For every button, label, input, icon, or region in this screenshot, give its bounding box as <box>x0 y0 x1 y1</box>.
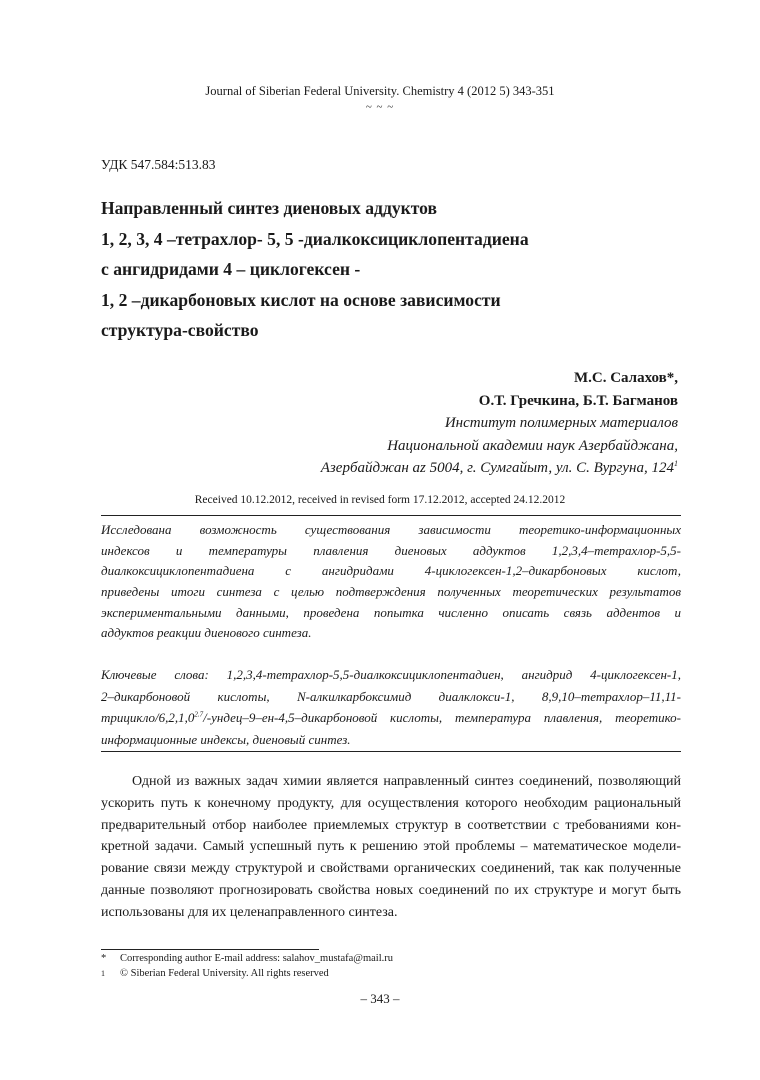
title-line: Направленный синтез диеновых аддуктов <box>101 198 438 218</box>
title-line: структура-свойство <box>101 320 259 340</box>
title-line: 1, 2, 3, 4 –тетрахлор- 5, 5 -диалкоксициклопентадиена <box>101 228 529 249</box>
keywords-line3-start: трицикло/6,2,1,0 <box>101 710 195 726</box>
abstract-line: экспериментальными данными, проведена попытка численно описать связь аддентов и <box>101 604 681 620</box>
footnote-mark: * <box>101 953 107 964</box>
page-number: – 343 – <box>360 991 400 1006</box>
abstract-line: Исследована возможность существования зависимости теоретико-информационных <box>101 522 681 537</box>
author-block <box>321 367 678 480</box>
body-paragraph <box>101 771 681 924</box>
footnote <box>101 952 501 967</box>
keywords-line <box>101 707 681 729</box>
article-title <box>101 193 701 346</box>
author-line-1: М.С. Салахов*, <box>573 370 678 386</box>
abstract-top-rule <box>101 515 681 516</box>
title-line: 1, 2 –дикарбоновых кислот на основе зависимости <box>101 289 501 310</box>
footnote-rule <box>101 949 319 950</box>
author-line-2: О.Т. Гречкина, Б.Т. Багманов <box>478 392 678 409</box>
received-dates: Received 10.12.2012, received in revised form 17.12.2012, accepted 24.12.2012 <box>194 494 566 506</box>
affiliation-line-1: Институт полимерных материалов <box>444 415 678 431</box>
footnotes <box>101 952 501 981</box>
journal-header: Journal of Siberian Federal University. Chemistry 4 (2012 5) 343-351 <box>205 84 555 98</box>
keywords-superscript: 2.7 <box>194 710 204 719</box>
title-line: с ангидридами 4 – циклогексен - <box>101 259 361 279</box>
affiliation-line-2: Национальной академии наук Азербайджана, <box>387 437 678 454</box>
keywords-bottom-rule <box>101 751 681 752</box>
body-line: кретной задачи. Самый успешный путь к решению этой проблемы – математическое модели- <box>101 839 681 855</box>
body-line: Одной из важных задач химии является направленный синтез соединений, позволяющий <box>132 774 681 789</box>
footnote-text: © Siberian Federal University. All rights reserved <box>120 967 329 979</box>
keywords-line: информационные индексы, диеновый синтез. <box>101 731 351 747</box>
footnote-mark: 1 <box>101 968 105 978</box>
affiliation-line-3 <box>321 457 678 480</box>
body-line: использованы для их целенаправленного синтеза. <box>101 904 398 920</box>
abstract <box>101 520 681 644</box>
keywords-line: 2–дикарбоновой кислоты, N-алкилкарбоксимид диалклокси-1, 8,9,10–тетрахлор–11,11- <box>101 688 681 704</box>
footnote-text: Corresponding author E-mail address: salahov_mustafa@mail.ru <box>120 953 393 964</box>
affiliation-footnote-mark: 1 <box>674 459 678 468</box>
body-line: данные позволяют прогнозировать свойства новых соединений по их структуре и могут быть <box>101 882 681 898</box>
keywords <box>101 664 681 750</box>
body-line: предварительный отбор наиболее приемлемых структур в соответствии с требованиями кон- <box>101 817 681 833</box>
keywords-line: Ключевые слова: 1,2,3,4-тетрахлор-5,5-диалкоксициклопентадиен, ангидрид 4-циклогексен-1, <box>101 667 681 682</box>
affiliation-address: Азербайджан az 5004, г. Сумгайыт, ул. С. Вургуна, 124 <box>320 460 674 476</box>
footnote <box>101 967 501 982</box>
abstract-line: индексов и температуры плавления диеновых аддуктов 1,2,3,4–тетрахлор-5,5- <box>101 542 681 558</box>
udc-code: УДК 547.584:513.83 <box>101 157 216 172</box>
abstract-line: аддуктов реакции диенового синтеза. <box>101 625 312 641</box>
header-ornament: ~ ~ ~ <box>365 101 395 113</box>
body-line: рование связи между структурой и свойствами органических соединений, так как полученные <box>101 861 681 877</box>
abstract-line: приведены итоги синтеза с целью подтверждения полученных теоретических результатов <box>101 584 681 600</box>
keywords-line3-end: /-ундец–9–ен-4,5–дикарбоновой кислоты, температура плавления, теоретико- <box>203 710 681 726</box>
abstract-line: диалкоксициклопентадиена с ангидридами 4-циклогексен-1,2–дикарбоновых кислот, <box>101 563 681 579</box>
body-line: ускорить путь к конечному продукту, для осуществления которого необходим рациональный <box>101 795 681 811</box>
